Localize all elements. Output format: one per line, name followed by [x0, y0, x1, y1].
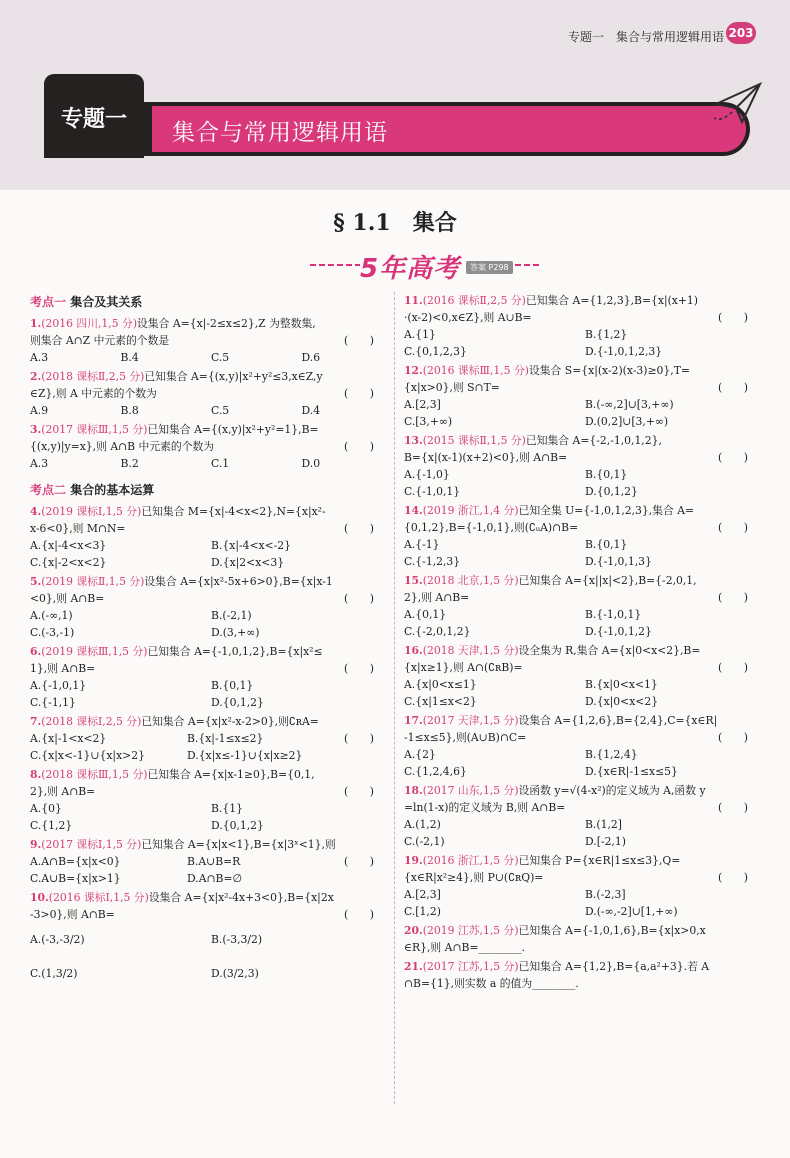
- option-item: A.{0}: [30, 802, 62, 815]
- question-item: [404, 958, 766, 992]
- question-item: [30, 713, 392, 764]
- option-item: B.{0,1}: [211, 679, 254, 692]
- question-source: (2019 课标Ⅲ,1,5 分): [41, 645, 148, 658]
- question-item: [404, 922, 766, 956]
- question-number: 13.: [404, 434, 423, 447]
- banner-title-bar: [152, 106, 746, 152]
- option-item: C.1: [211, 457, 230, 470]
- option-list: [30, 730, 344, 764]
- question-first-line: [30, 368, 392, 385]
- option-item: D.{-1,0,1,2}: [585, 625, 652, 638]
- option-item: D.[-2,1): [585, 835, 626, 848]
- option-item: B.{-1,0,1}: [585, 608, 642, 621]
- question-text-line: 已知集合 A={(x,y)|x²+y²≤3,x∈Z,y: [144, 370, 323, 383]
- question-item: [404, 712, 766, 780]
- question-first-line: [404, 782, 766, 799]
- answer-blank: ( ): [717, 451, 748, 464]
- question-text-line: 已知集合 P={x∈R|1≤x≤3},Q=: [518, 854, 681, 867]
- question-second-line: [404, 589, 766, 606]
- question-second-line: [30, 332, 392, 349]
- question-item: [30, 315, 392, 366]
- question-item: [30, 766, 392, 834]
- option-item: C.{-1,2,3}: [404, 555, 461, 568]
- option-item: D.{x|x≤-1}∪{x|x≥2}: [186, 749, 303, 762]
- option-item: D.6: [301, 351, 321, 364]
- option-item: B.{1,2}: [585, 328, 628, 341]
- answer-blank: ( ): [343, 732, 374, 745]
- answer-blank: ( ): [343, 334, 374, 347]
- option-list: [30, 455, 392, 472]
- question-number: 11.: [404, 294, 423, 307]
- option-item: A.{x|-4<x<3}: [30, 539, 107, 552]
- question-second-line: [30, 590, 392, 607]
- question-item: [404, 852, 766, 920]
- option-item: B.(-3,3/2): [211, 933, 263, 946]
- kp1-tag: 考点一: [30, 295, 67, 309]
- option-item: C.[1,2): [404, 905, 441, 918]
- question-first-line: [404, 432, 766, 449]
- question-first-line: [404, 292, 766, 309]
- option-list: [30, 800, 392, 834]
- question-number: 7.: [30, 715, 42, 728]
- question-item: [30, 836, 392, 887]
- answer-blank: ( ): [343, 908, 374, 921]
- option-item: A.(1,2): [404, 818, 441, 831]
- question-text-line: -3>0},则 A∩B=: [30, 908, 115, 921]
- option-item: C.A∪B={x|x>1}: [30, 872, 121, 885]
- question-second-line: [404, 309, 766, 326]
- question-number: 6.: [30, 645, 42, 658]
- question-item: [30, 573, 392, 641]
- question-first-line: [404, 852, 766, 869]
- question-first-line: [404, 712, 766, 729]
- question-first-line: [30, 503, 392, 520]
- option-item: C.5: [211, 351, 230, 364]
- question-source: (2017 江苏,1,5 分): [422, 960, 519, 973]
- question-first-line: [30, 421, 392, 438]
- question-source: (2016 课标Ⅰ,1,5 分): [48, 891, 149, 904]
- option-item: D.{-1,0,1,2,3}: [585, 345, 663, 358]
- question-first-line: [30, 713, 392, 730]
- question-number: 2.: [30, 370, 42, 383]
- question-number: 19.: [404, 854, 423, 867]
- question-item: [30, 889, 392, 991]
- question-number: 1.: [30, 317, 42, 330]
- question-second-line: [30, 520, 392, 537]
- left-column: [30, 292, 392, 993]
- option-item: B.4: [120, 351, 139, 364]
- option-item: D.{-1,0,1,3}: [585, 555, 652, 568]
- question-text-line: =ln(1-x)的定义域为 B,则 A∩B=: [404, 801, 566, 814]
- question-text-line: 已知集合 A={x|x²-x-2>0},则∁ʀA=: [141, 715, 319, 728]
- kp2-title: 集合的基本运算: [70, 483, 155, 497]
- chapter-title: 集合与常用逻辑用语: [172, 120, 388, 146]
- option-item: B.{0,1}: [585, 468, 628, 481]
- right-question-list: [404, 292, 766, 992]
- option-item: C.5: [211, 404, 230, 417]
- option-item: C.(-3,-1): [30, 626, 75, 639]
- option-item: D.(0,2]∪[3,+∞): [585, 415, 669, 428]
- option-list: [30, 923, 392, 991]
- question-number: 16.: [404, 644, 423, 657]
- question-second-line: [30, 660, 392, 677]
- option-item: D.(3/2,3): [211, 967, 259, 980]
- option-item: C.{-1,1}: [30, 696, 76, 709]
- question-number: 5.: [30, 575, 42, 588]
- question-text-line: ∩B={1},则实数 a 的值为________.: [404, 977, 579, 990]
- question-source: (2019 江苏,1,5 分): [422, 924, 519, 937]
- answer-blank: ( ): [717, 521, 748, 534]
- question-number: 21.: [404, 960, 423, 973]
- question-text-line: 设集合 A={x|-2≤x≤2},Z 为整数集,: [137, 317, 316, 330]
- option-item: C.(1,3/2): [30, 967, 78, 980]
- kp2-heading: [30, 482, 392, 499]
- option-item: C.[3,+∞): [404, 415, 453, 428]
- option-list: [404, 396, 766, 430]
- question-source: (2017 课标Ⅲ,1,5 分): [41, 423, 148, 436]
- option-list: [30, 537, 392, 571]
- question-text-line: B={x|(x-1)(x+2)<0},则 A∩B=: [404, 451, 568, 464]
- question-text-line: 2},则 A∩B=: [30, 785, 96, 798]
- question-number: 4.: [30, 505, 42, 518]
- answer-blank: ( ): [717, 661, 748, 674]
- question-text-line: 设集合 A={x|x²-4x+3<0},B={x|2x: [148, 891, 334, 904]
- running-title: 专题一 集合与常用逻辑用语: [567, 30, 724, 44]
- right-column: [404, 292, 766, 994]
- question-text-line: {(x,y)|y=x},则 A∩B 中元素的个数为: [30, 440, 215, 453]
- question-text-line: 已知集合 A={x||x|<2},B={-2,0,1,: [518, 574, 697, 587]
- option-list: [404, 326, 766, 360]
- question-text-line: {x|x≥1},则 A∩(∁ʀB)=: [404, 661, 523, 674]
- section-title: § 1.1 集合: [333, 210, 457, 236]
- option-item: A.{-1}: [404, 538, 440, 551]
- question-item: [30, 368, 392, 419]
- question-first-line: [404, 502, 766, 519]
- option-list: [30, 607, 392, 641]
- option-item: B.(-2,1): [211, 609, 252, 622]
- question-text-line: 已知集合 A={x|x<1},B={x|3ˣ<1},则: [141, 838, 336, 851]
- question-source: (2016 四川,1,5 分): [41, 317, 138, 330]
- question-second-line: [30, 385, 392, 402]
- brand-banner: [300, 248, 550, 282]
- question-text-line: 已知集合 A={x|x-1≥0},B={0,1,: [147, 768, 315, 781]
- question-number: 8.: [30, 768, 42, 781]
- question-text-line: 设集合 A={x|x²-5x+6>0},B={x|x-1: [144, 575, 333, 588]
- question-number: 12.: [404, 364, 423, 377]
- question-item: [404, 642, 766, 710]
- question-second-line: [30, 438, 392, 455]
- option-item: A.A∩B={x|x<0}: [30, 855, 121, 868]
- question-text-line: 2},则 A∩B=: [404, 591, 470, 604]
- question-second-line: [404, 379, 766, 396]
- question-text-line: 设集合 A={1,2,6},B={2,4},C={x∈R|: [518, 714, 718, 727]
- question-source: (2017 天津,1,5 分): [422, 714, 519, 727]
- page-number: 203: [726, 22, 756, 44]
- question-item: [404, 432, 766, 500]
- question-text-line: 已知集合 M={x|-4<x<2},N={x|x²-: [141, 505, 326, 518]
- question-number: 18.: [404, 784, 423, 797]
- question-first-line: [404, 572, 766, 589]
- question-text-line: 设集合 S={x|(x-2)(x-3)≥0},T=: [528, 364, 690, 377]
- option-item: B.(-2,3]: [585, 888, 626, 901]
- answer-blank: ( ): [717, 591, 748, 604]
- question-text-line: ∈Z},则 A 中元素的个数为: [30, 387, 157, 400]
- answer-tag: 答案 P298: [466, 261, 513, 274]
- question-second-line: [404, 729, 766, 746]
- answer-blank: ( ): [343, 387, 374, 400]
- answer-blank: ( ): [343, 855, 374, 868]
- question-item: [404, 782, 766, 850]
- question-item: [30, 421, 392, 472]
- question-text-line: 设函数 y=√(4-x²)的定义域为 A,函数 y: [518, 784, 706, 797]
- question-text-line: 1},则 A∩B=: [30, 662, 96, 675]
- question-text-line: 已知集合 A={1,2},B={a,a²+3}.若 A: [518, 960, 710, 973]
- option-list: [404, 536, 766, 570]
- option-item: C.{1,2,4,6}: [404, 765, 467, 778]
- option-list: [30, 677, 392, 711]
- question-source: (2016 课标Ⅲ,1,5 分): [422, 364, 529, 377]
- question-text-line: 已知集合 A={(x,y)|x²+y²=1},B=: [147, 423, 319, 436]
- option-item: D.{0,1,2}: [211, 696, 264, 709]
- kp2-question-list: [30, 503, 392, 991]
- option-item: D.{0,1,2}: [211, 819, 264, 832]
- question-number: 20.: [404, 924, 423, 937]
- question-source: (2019 课标Ⅱ,1,5 分): [41, 575, 145, 588]
- question-first-line: [30, 889, 392, 906]
- question-source: (2017 课标Ⅰ,1,5 分): [41, 838, 142, 851]
- option-item: D.{0,1,2}: [585, 485, 638, 498]
- option-item: B.{1,2,4}: [585, 748, 638, 761]
- option-item: C.(-2,1): [404, 835, 445, 848]
- option-item: A.{x|-1<x<2}: [30, 732, 107, 745]
- question-source: (2016 浙江,1,5 分): [422, 854, 519, 867]
- question-second-line: [404, 939, 766, 956]
- option-item: B.(1,2]: [585, 818, 622, 831]
- kp2-tag: 考点二: [30, 483, 67, 497]
- option-item: A.{2}: [404, 748, 436, 761]
- option-item: D.{x|0<x<2}: [585, 695, 659, 708]
- option-item: A.3: [30, 457, 49, 470]
- option-item: A.[2,3]: [404, 398, 441, 411]
- banner-tab-label: 专题一: [60, 107, 127, 132]
- option-item: D.{x∈R|-1≤x≤5}: [585, 765, 678, 778]
- question-text-line: <0},则 A∩B=: [30, 592, 105, 605]
- question-source: (2015 课标Ⅱ,1,5 分): [422, 434, 526, 447]
- option-list: [404, 886, 766, 920]
- question-text-line: 已知集合 A={-1,0,1,2},B={x|x²≤: [147, 645, 323, 658]
- question-text-line: 已知集合 A={-1,0,1,6},B={x|x>0,x: [518, 924, 706, 937]
- question-number: 15.: [404, 574, 423, 587]
- question-source: (2018 课标Ⅱ,2,5 分): [41, 370, 145, 383]
- question-source: (2018 北京,1,5 分): [422, 574, 519, 587]
- option-item: B.8: [120, 404, 139, 417]
- option-item: D.(3,+∞): [211, 626, 260, 639]
- option-item: B.{1}: [211, 802, 243, 815]
- question-second-line: [404, 519, 766, 536]
- option-item: D.A∩B=∅: [186, 872, 242, 885]
- question-second-line: [404, 449, 766, 466]
- kp1-heading: [30, 294, 392, 311]
- option-item: C.{x|1≤x<2}: [404, 695, 477, 708]
- question-item: [404, 362, 766, 430]
- option-item: D.(-∞,-2]∪[1,+∞): [585, 905, 678, 918]
- question-source: (2018 课标Ⅰ,2,5 分): [41, 715, 142, 728]
- question-number: 10.: [30, 891, 49, 904]
- question-text-line: 已知集合 A={-2,-1,0,1,2},: [525, 434, 662, 447]
- question-text-line: 则集合 A∩Z 中元素的个数是: [30, 334, 170, 347]
- option-item: A.(-∞,1): [30, 609, 73, 622]
- option-item: D.4: [301, 404, 321, 417]
- question-source: (2019 课标Ⅰ,1,5 分): [41, 505, 142, 518]
- answer-blank: ( ): [343, 592, 374, 605]
- banner-tab: [44, 74, 144, 158]
- question-second-line: [404, 975, 766, 992]
- question-number: 17.: [404, 714, 423, 727]
- kp1-title: 集合及其关系: [70, 295, 143, 309]
- question-number: 14.: [404, 504, 423, 517]
- answer-blank: ( ): [343, 785, 374, 798]
- answer-blank: ( ): [717, 871, 748, 884]
- option-item: A.9: [30, 404, 49, 417]
- option-item: C.{-1,0,1}: [404, 485, 461, 498]
- question-item: [404, 572, 766, 640]
- answer-blank: ( ): [717, 311, 748, 324]
- option-item: D.0: [301, 457, 321, 470]
- option-item: A.{1}: [404, 328, 436, 341]
- question-source: (2017 山东,1,5 分): [422, 784, 519, 797]
- question-first-line: [404, 642, 766, 659]
- question-item: [30, 643, 392, 711]
- question-second-line: [404, 659, 766, 676]
- question-text-line: 已知集合 A={1,2,3},B={x|(x+1): [525, 294, 699, 307]
- option-item: A.{x|0<x≤1}: [404, 678, 477, 691]
- option-item: B.(-∞,2]∪[3,+∞): [585, 398, 674, 411]
- option-list: [404, 606, 766, 640]
- option-list: [404, 676, 766, 710]
- question-text-line: x-6<0},则 M∩N=: [30, 522, 126, 535]
- question-text-line: ∈R},则 A∩B=________.: [404, 941, 526, 954]
- brand-title: 5年高考: [360, 254, 461, 284]
- question-first-line: [30, 573, 392, 590]
- paper-plane-icon: [712, 78, 764, 130]
- option-item: C.{x|x<-1}∪{x|x>2}: [30, 749, 145, 762]
- option-item: C.{x|-2<x<2}: [30, 556, 107, 569]
- question-source: (2018 天津,1,5 分): [422, 644, 519, 657]
- answer-blank: ( ): [717, 731, 748, 744]
- question-first-line: [404, 922, 766, 939]
- kp1-question-list: [30, 315, 392, 472]
- option-item: B.{0,1}: [585, 538, 628, 551]
- answer-blank: ( ): [717, 801, 748, 814]
- option-item: A.(-3,-3/2): [30, 933, 85, 946]
- option-item: D.{x|2<x<3}: [211, 556, 285, 569]
- question-number: 3.: [30, 423, 42, 436]
- answer-blank: ( ): [717, 381, 748, 394]
- question-number: 9.: [30, 838, 42, 851]
- question-source: (2019 浙江,1,4 分): [422, 504, 519, 517]
- option-item: C.{-2,0,1,2}: [404, 625, 471, 638]
- question-text-line: ·(x-2)<0,x∈Z},则 A∪B=: [404, 311, 532, 324]
- option-item: B.2: [120, 457, 139, 470]
- option-item: A.3: [30, 351, 49, 364]
- question-source: (2018 课标Ⅲ,1,5 分): [41, 768, 148, 781]
- question-first-line: [30, 766, 392, 783]
- option-item: A.{0,1}: [404, 608, 447, 621]
- question-second-line: [404, 869, 766, 886]
- option-item: B.{x|-4<x<-2}: [211, 539, 292, 552]
- option-item: B.{x|0<x<1}: [585, 678, 658, 691]
- question-second-line: [30, 906, 392, 923]
- question-text-line: 设全集为 R,集合 A={x|0<x<2},B=: [518, 644, 701, 657]
- answer-blank: ( ): [343, 662, 374, 675]
- option-list: [30, 402, 392, 419]
- question-second-line: [404, 799, 766, 816]
- question-text-line: -1≤x≤5},则(A∪B)∩C=: [404, 731, 527, 744]
- question-first-line: [30, 836, 392, 853]
- question-text-line: {0,1,2},B={-1,0,1},则(∁ᵤA)∩B=: [404, 521, 579, 534]
- question-first-line: [404, 958, 766, 975]
- question-item: [404, 292, 766, 360]
- answer-blank: ( ): [343, 440, 374, 453]
- question-first-line: [404, 362, 766, 379]
- option-item: A.{-1,0}: [404, 468, 450, 481]
- option-item: B.{x|-1≤x≤2}: [186, 732, 264, 745]
- answer-blank: ( ): [343, 522, 374, 535]
- option-item: B.A∪B=R: [186, 855, 241, 868]
- option-list: [404, 466, 766, 500]
- option-item: C.{1,2}: [30, 819, 73, 832]
- question-first-line: [30, 643, 392, 660]
- question-text-line: {x|x>0},则 S∩T=: [404, 381, 500, 394]
- question-first-line: [30, 315, 392, 332]
- question-text-line: 已知全集 U={-1,0,1,2,3},集合 A=: [518, 504, 695, 517]
- question-item: [30, 503, 392, 571]
- option-item: C.{0,1,2,3}: [404, 345, 467, 358]
- question-text-line: {x∈R|x²≥4},则 P∪(∁ʀQ)=: [404, 871, 544, 884]
- option-list: [30, 349, 392, 366]
- question-second-line: [30, 783, 392, 800]
- option-item: A.[2,3]: [404, 888, 441, 901]
- option-list: [30, 853, 344, 887]
- option-list: [404, 816, 766, 850]
- column-divider: [394, 292, 395, 1104]
- question-item: [404, 502, 766, 570]
- option-item: A.{-1,0,1}: [30, 679, 87, 692]
- option-list: [404, 746, 766, 780]
- question-source: (2016 课标Ⅱ,2,5 分): [422, 294, 526, 307]
